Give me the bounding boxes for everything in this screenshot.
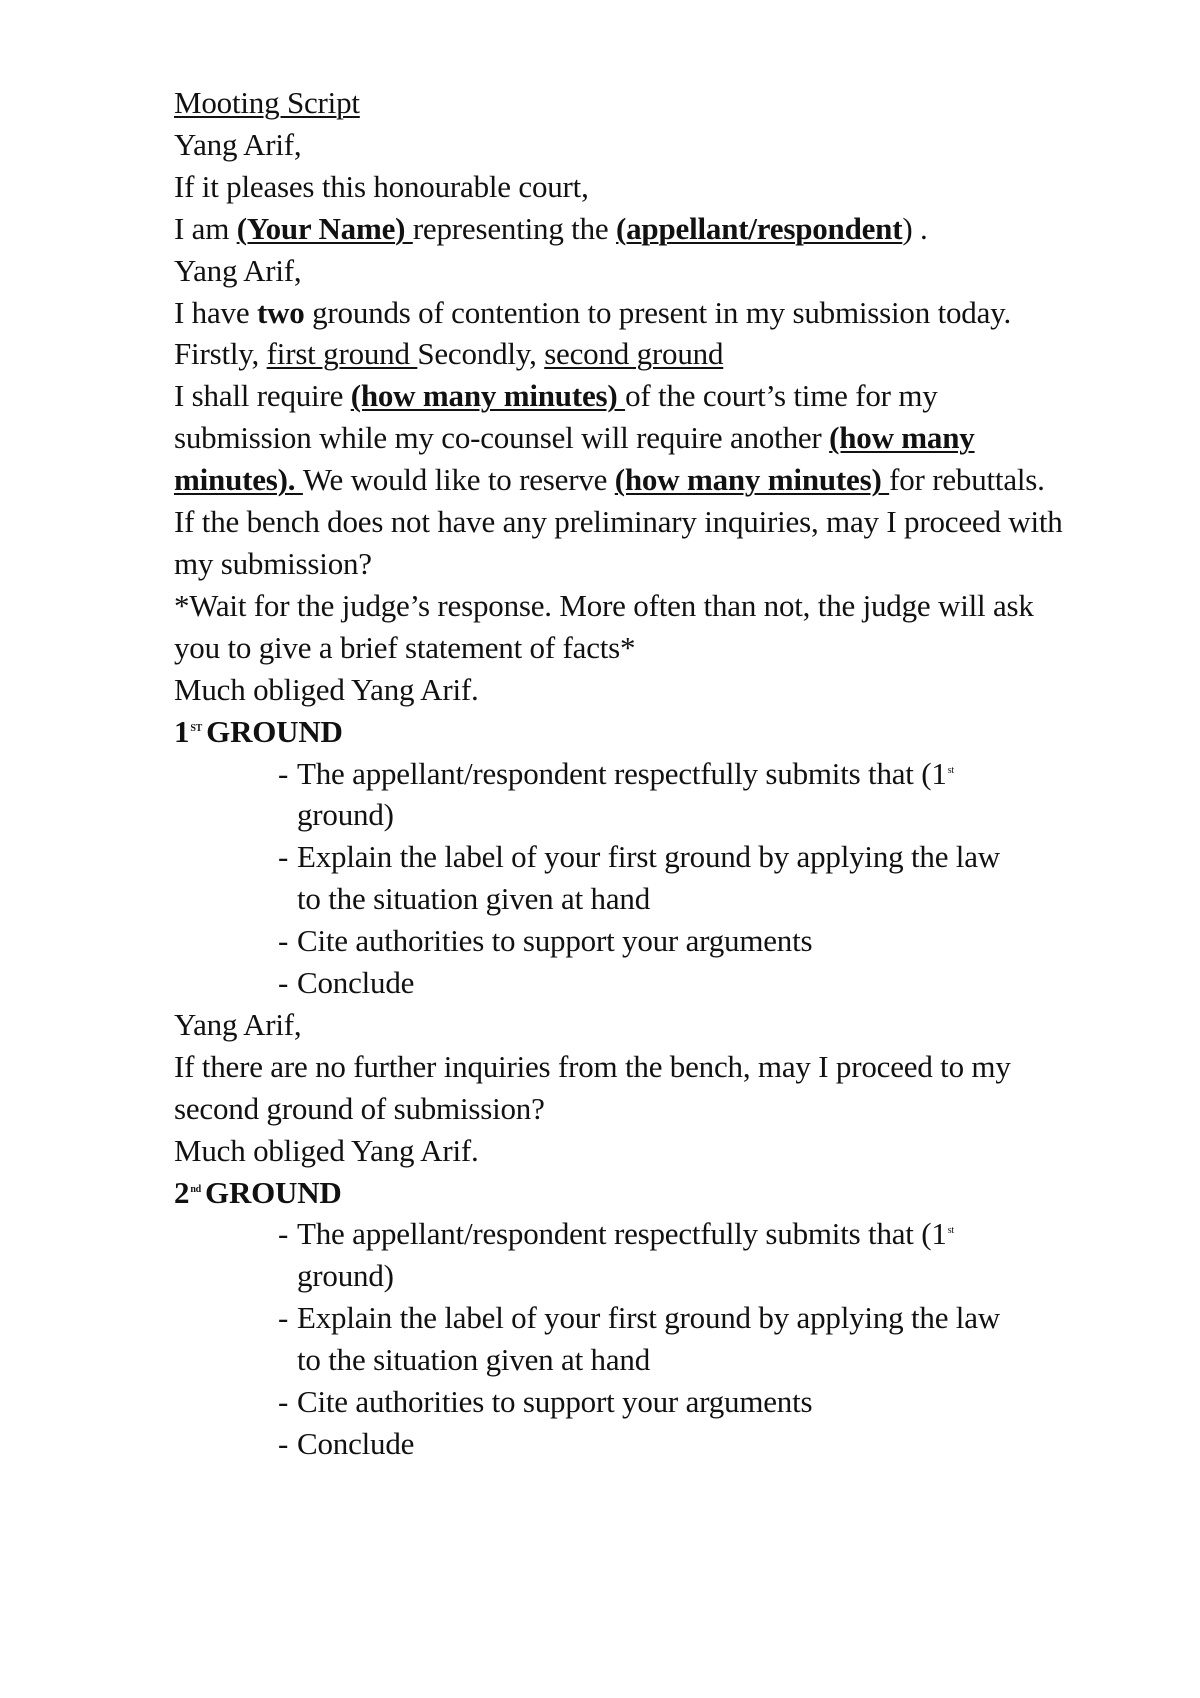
grounds-count: two <box>256 294 305 330</box>
placeholder-second-ground: second ground <box>544 336 724 372</box>
list-item <box>278 753 1017 837</box>
ground-1-ordinal: ST <box>190 722 203 734</box>
greeting: Yang Arif, <box>174 1006 302 1042</box>
dash-marker: - <box>278 1216 289 1252</box>
grounds-prefix: I have <box>174 294 257 330</box>
list-item <box>278 920 1017 962</box>
bullet-text: The appellant/respondent respectfully submits that (1 <box>297 1216 947 1252</box>
obliged-line: Much obliged Yang Arif. <box>174 671 479 707</box>
list-item <box>278 1297 1017 1381</box>
dash-marker: - <box>278 1426 289 1461</box>
time-prefix: I shall require <box>174 378 351 414</box>
ground-1-number: 1 <box>174 713 190 749</box>
intro-suffix: ) . <box>902 210 928 246</box>
list-item <box>278 836 1017 920</box>
placeholder-minutes-cocounsel: (how many minutes). <box>174 420 975 498</box>
obliged-line: Much obliged Yang Arif. <box>174 1132 479 1168</box>
list-item <box>278 1381 1017 1423</box>
list-item <box>278 1213 1017 1297</box>
ground-2-bullet-list <box>174 1213 1074 1464</box>
placeholder-minutes-own: (how many minutes) <box>350 378 626 414</box>
intro-prefix: I am <box>174 210 237 246</box>
ground-1-heading <box>174 711 1074 753</box>
ordinal-suffix: st <box>947 1225 954 1237</box>
proceed-request: If the bench does not have any preliminary inquiries, may I proceed with my submission? <box>174 504 1063 581</box>
bullet-text: ground) <box>297 797 394 833</box>
bullet-text: Cite authorities to support your arguments <box>297 923 813 959</box>
ordinal-suffix: st <box>947 764 954 776</box>
placeholder-first-ground: first ground <box>266 336 418 372</box>
bullet-text: Conclude <box>297 1426 415 1461</box>
placeholder-your-name: (Your Name) <box>236 210 413 246</box>
proceed-second-ground: If there are no further inquiries from the bench, may I proceed to my second ground of submission? <box>174 1048 1011 1126</box>
dash-marker: - <box>278 965 289 1001</box>
intro-mid: representing the <box>412 210 616 246</box>
ground-1-label: GROUND <box>206 713 343 749</box>
dash-marker: - <box>278 839 289 875</box>
time-mid: of the court’s time for my submission while my co-counsel will require another <box>174 378 938 456</box>
greeting: Yang Arif, <box>174 252 302 288</box>
ground-1-bullet-list <box>174 753 1074 1004</box>
placeholder-minutes-rebuttal: (how many minutes) <box>614 462 890 498</box>
dash-marker: - <box>278 923 289 959</box>
bullet-text: Cite authorities to support your arguments <box>297 1384 813 1420</box>
introduction-line <box>174 208 1074 250</box>
ground-2-number: 2 <box>174 1174 190 1210</box>
bullet-text: Conclude <box>297 965 415 1001</box>
firstly-prefix: Firstly, <box>174 336 267 372</box>
reserve-prefix: We would like to reserve <box>302 462 615 498</box>
dash-marker: - <box>278 755 289 791</box>
greeting: Yang Arif, <box>174 126 302 162</box>
stage-direction-note: *Wait for the judge’s response. More often than not, the judge will ask you to give a brief statement of facts* <box>174 587 1034 665</box>
bullet-text: Explain the label of your first ground by applying the law to the situation given at hand <box>297 839 1000 917</box>
grounds-suffix: grounds of contention to present in my submission today. <box>304 294 1011 330</box>
document-body <box>174 82 1074 1465</box>
time-allocation-paragraph <box>174 375 1074 501</box>
ground-2-ordinal: nd <box>190 1183 202 1195</box>
ground-2-heading <box>174 1172 1074 1214</box>
grounds-count-line <box>174 292 1074 334</box>
bullet-text: The appellant/respondent respectfully submits that (1 <box>297 755 947 791</box>
reserve-suffix: for rebuttals. <box>889 462 1045 498</box>
document-title: Mooting Script <box>174 85 360 120</box>
list-item <box>278 962 1017 1004</box>
secondly-prefix: Secondly, <box>417 336 545 372</box>
ground-2-label: GROUND <box>205 1174 342 1210</box>
grounds-list-line <box>174 333 1074 375</box>
placeholder-party: (appellant/respondent <box>616 210 903 246</box>
list-item <box>278 1423 1017 1465</box>
bullet-text: Explain the label of your first ground by applying the law to the situation given at hand <box>297 1300 1000 1378</box>
bullet-text: ground) <box>297 1258 394 1294</box>
dash-marker: - <box>278 1300 289 1336</box>
dash-marker: - <box>278 1384 289 1420</box>
opening-pleases: If it pleases this honourable court, <box>174 168 589 204</box>
